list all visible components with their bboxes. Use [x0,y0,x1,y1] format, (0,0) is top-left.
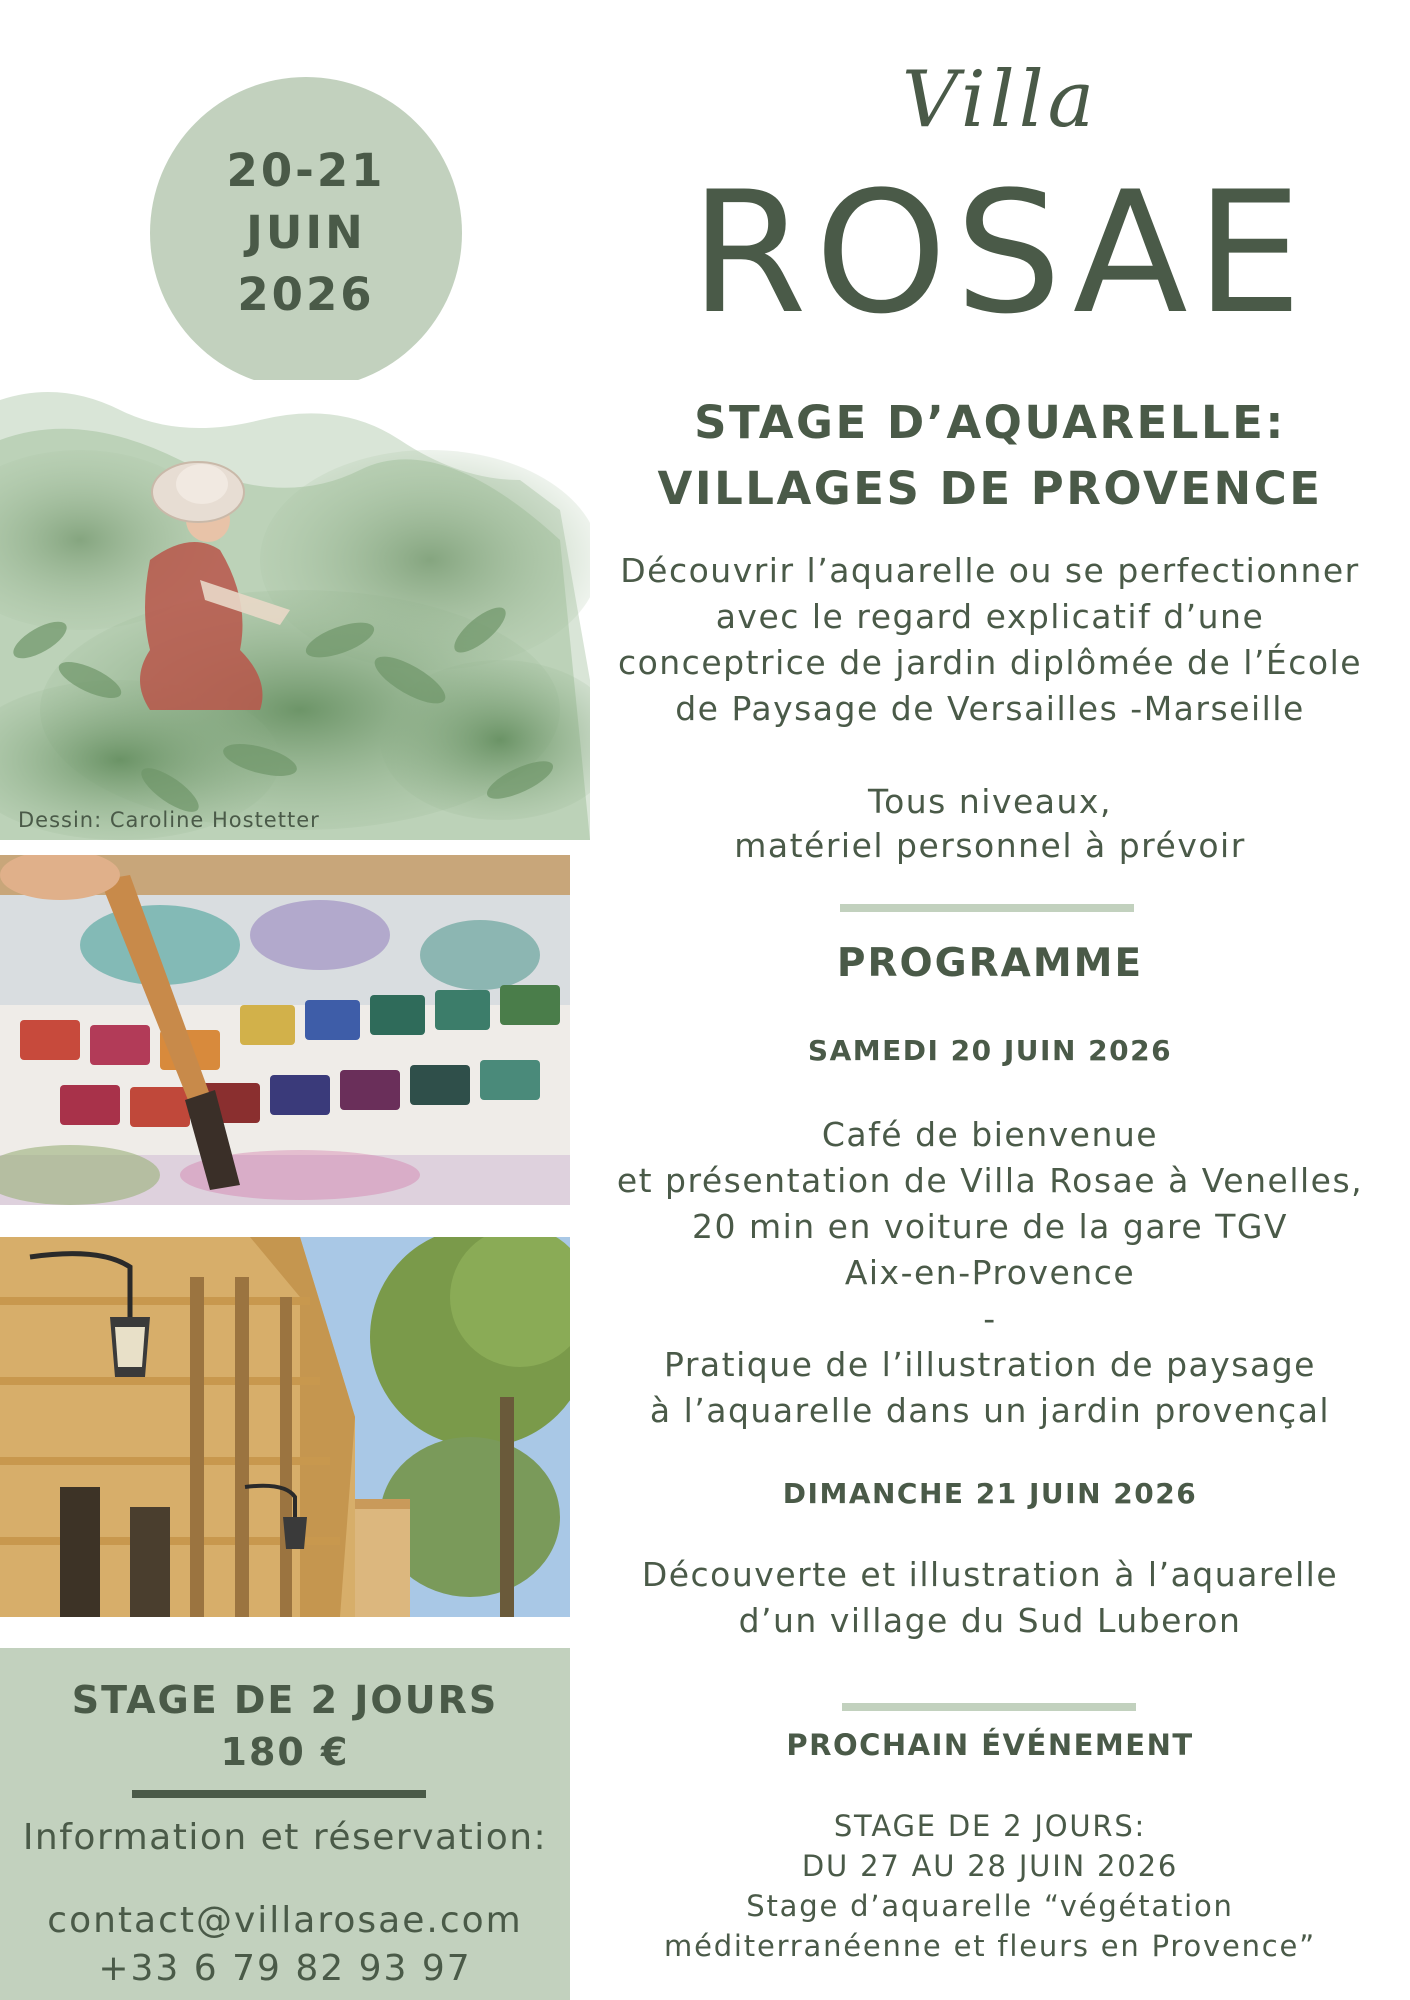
pricing-box [0,1648,570,2000]
watercolor-illustration [0,380,590,840]
info-label: Information et réservation: [22,1817,548,1858]
section-divider [840,904,1134,912]
next-event-line: DU 27 AU 28 JUIN 2026 [801,1849,1179,1883]
programme-heading: PROGRAMME [836,941,1144,986]
pricing-title: STAGE DE 2 JOURS [71,1678,499,1722]
day1-line: Pratique de l’illustration de paysage [664,1345,1316,1384]
watercolor-palette-image [0,855,570,1205]
pricing-amount: 180 € [220,1730,350,1774]
illustration-credit: Dessin: Caroline Hostetter [18,808,320,832]
stage-title [600,390,1380,522]
intro-line: Découvrir l’aquarelle ou se perfectionner [620,551,1360,590]
date-year: 2026 [237,268,375,321]
date-badge [150,77,462,389]
next-event-line: Stage d’aquarelle “végétation [746,1889,1234,1923]
day2-line: Découverte et illustration à l’aquarelle [641,1555,1339,1594]
watercolor-garden-image [0,380,590,840]
stage-title-line: STAGE D’AQUARELLE: [694,396,1286,449]
day1-line: 20 min en voiture de la gare TGV [691,1207,1288,1246]
day1-line: Café de bienvenue [821,1115,1159,1154]
intro-line: de Paysage de Versailles -Marseille [675,689,1305,728]
stage-title-line: VILLAGES DE PROVENCE [657,462,1323,515]
day1-heading: SAMEDI 20 JUIN 2026 [807,1034,1173,1067]
day1-line: Aix-en-Provence [844,1253,1136,1292]
next-event-line: STAGE DE 2 JOURS: [833,1809,1147,1843]
contact-email-link[interactable]: contact@villarosae.com [47,1900,523,1941]
contact-phone-link[interactable]: +33 6 79 82 93 97 [98,1948,472,1989]
day2-line: d’un village du Sud Luberon [738,1601,1242,1640]
day1-line: - [983,1299,997,1338]
levels-line: matériel personnel à prévoir [734,826,1246,865]
next-event-description [600,1806,1380,1966]
day1-line: à l’aquarelle dans un jardin provençal [649,1391,1331,1430]
levels-paragraph [600,780,1380,868]
day1-description [600,1112,1380,1434]
intro-line: avec le regard explicatif d’une [715,597,1265,636]
date-days: 20-21 [226,144,386,197]
day2-description [600,1552,1380,1644]
date-month: JUIN [246,206,366,259]
next-event-line: méditerranéenne et fleurs en Provence” [664,1929,1316,1963]
levels-line: Tous niveaux, [868,782,1112,821]
intro-line: conceptrice de jardin diplômée de l’École [617,643,1363,682]
palette-photo [0,855,570,1205]
next-event-heading: PROCHAIN ÉVÉNEMENT [786,1728,1194,1762]
intro-paragraph [600,548,1380,732]
day1-line: et présentation de Villa Rosae à Venelles, [616,1161,1364,1200]
pricing-divider [132,1790,426,1798]
day2-heading: DIMANCHE 21 JUIN 2026 [782,1477,1198,1510]
brand-script-text: Villa [901,55,1099,145]
provence-building-image [0,1237,570,1617]
street-photo [0,1237,570,1617]
section-divider [842,1703,1136,1711]
brand-name: ROSAE [690,155,1310,351]
